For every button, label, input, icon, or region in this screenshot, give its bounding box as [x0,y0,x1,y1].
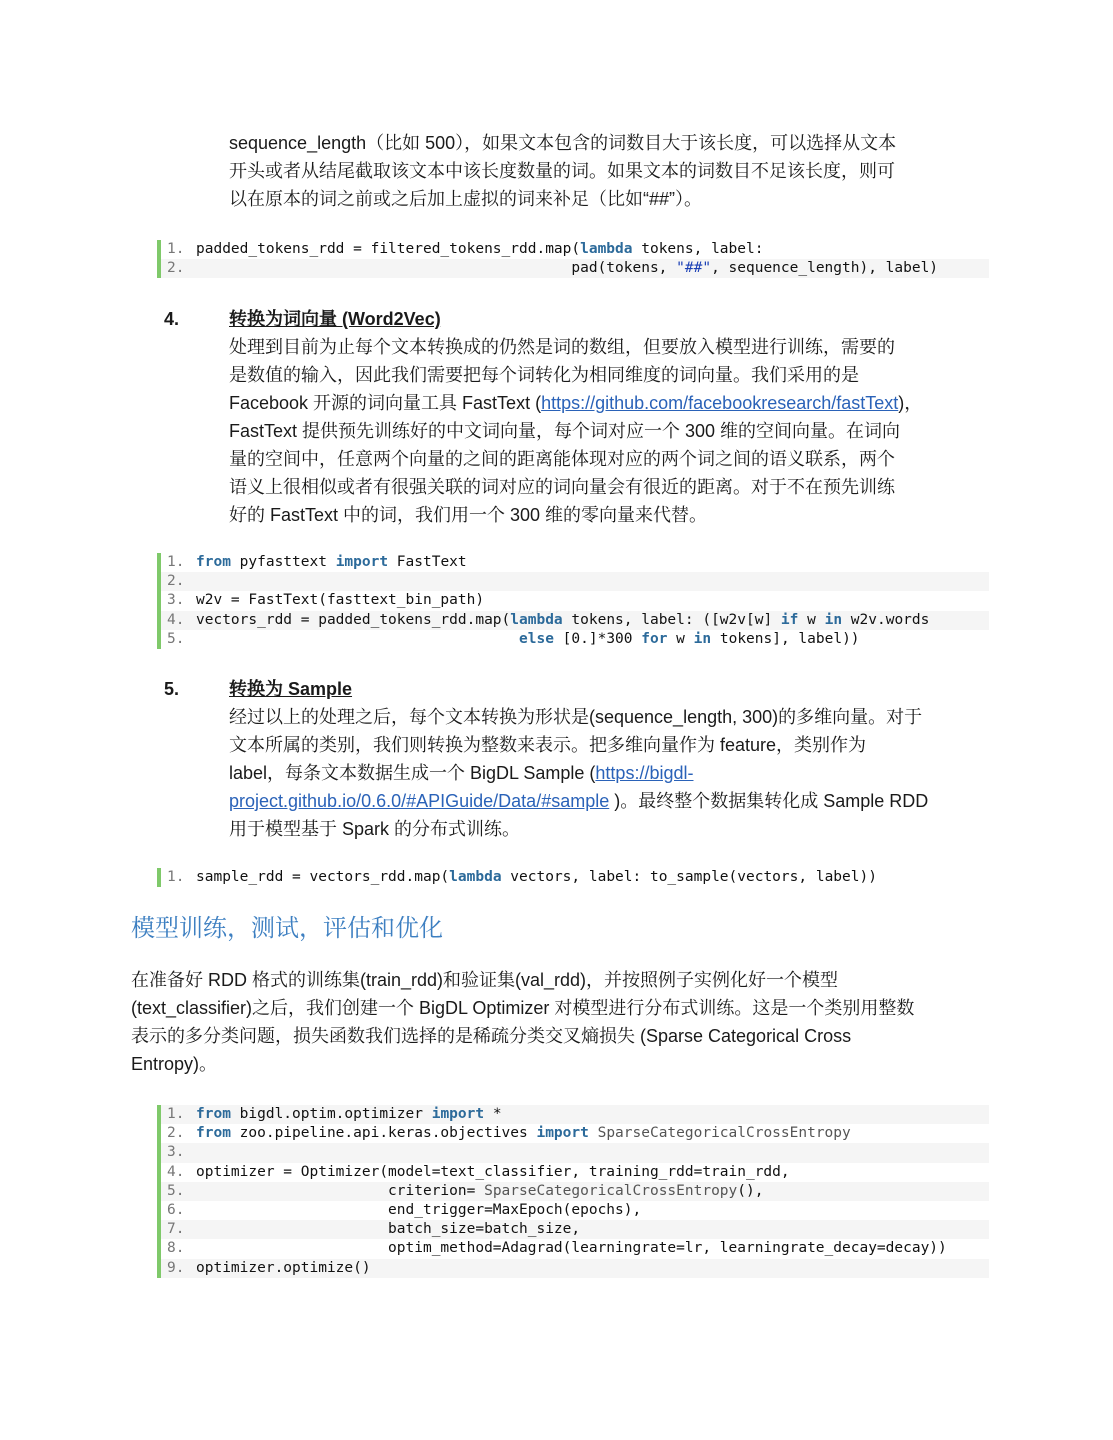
line-number: 1. [167,1106,185,1122]
step-4-line-5: 量的空间中，任意两个向量的之间的距离能体现对应的两个词之间的语义联系，两个 [229,449,895,469]
step-5-line-3: label，每条文本数据生成一个 BigDL Sample (https://bigdl- [229,763,694,783]
line-number: 7. [167,1221,185,1238]
step-5-line-1: 经过以上的处理之后，每个文本转换为形状是(sequence_length, 300)的多维向量。对于 [229,707,923,727]
code-line: 5. else [0.]*300 for w in tokens], label)) [161,630,989,649]
code-block-pad [157,240,989,278]
line-number: 4. [167,611,185,628]
step-4-line-3: Facebook 开源的词向量工具 FastText (https://github.com/facebookresearch/fastText)， [229,393,923,413]
line-number: 8. [167,1240,185,1257]
section-line-2: (text_classifier)之后，我们创建一个 BigDL Optimizer 对模型进行分布式训练。这是一个类别用整数 [131,998,915,1018]
code-line: 6. end_trigger=MaxEpoch(epochs), [161,1201,989,1220]
step-4-line-6: 语义上很相似或者有很强关联的词对应的词向量会有很近的距离。对于不在预先训练 [229,477,895,497]
line-number: 4. [167,1163,185,1180]
line-number: 5. [167,1182,185,1199]
code-line [161,572,989,591]
step-5-title: 转换为 Sample [229,679,353,699]
line-number: 2. [167,1125,185,1142]
step-4-line-2: 是数值的输入，因此我们需要把每个词转化为相同维度的词向量。我们采用的是 [229,365,859,385]
step-4-title: 转换为词向量 (Word2Vec) [229,309,441,329]
code-line: 1. from pyfasttext import FastText [161,553,989,572]
line-number: 3. [167,592,185,609]
code-line: 1. padded_tokens_rdd = filtered_tokens_rdd.map(lambda tokens, label: [161,240,989,259]
code-line: 1. sample_rdd = vectors_rdd.map(lambda vectors, label: to_sample(vectors, label)) [161,868,989,887]
line-number: 6. [167,1201,185,1218]
section-paragraph [131,966,914,1078]
step-5-line-4: project.github.io/0.6.0/#APIGuide/Data/#sample )。最终整个数据集转化成 Sample RDD [229,791,929,811]
line-number: 1. [167,869,185,885]
section-heading: 模型训练，测试，评估和优化 [131,914,443,942]
code-line [161,1143,989,1162]
bigdl-sample-link-part2[interactable]: project.github.io/0.6.0/#APIGuide/Data/#sample [229,791,610,811]
code-line: 2. from zoo.pipeline.api.keras.objectives import SparseCategoricalCrossEntropy [161,1124,989,1143]
line-number: 1. [167,554,185,570]
fasttext-link[interactable]: https://github.com/facebookresearch/fastText [541,393,899,413]
step-5-line-5: 用于模型基于 Spark 的分布式训练。 [229,819,521,839]
bigdl-sample-link-part1[interactable]: https://bigdl- [595,763,694,783]
step-4-line-7: 好的 FastText 中的词，我们用一个 300 维的零向量来代替。 [229,505,708,525]
line-number: 2. [167,260,185,277]
code-line: 8. optim_method=Adagrad(learningrate=lr, learningrate_decay=decay)) [161,1239,989,1258]
code-line: 7. batch_size=batch_size, [161,1220,989,1239]
line-number: 3. [167,1144,185,1161]
code-line: 1. from bigdl.optim.optimizer import * [161,1105,989,1124]
step-5-number: 5. [164,679,180,699]
code-line: 5. criterion= SparseCategoricalCrossEntropy(), [161,1182,989,1201]
line-number: 5. [167,630,185,647]
line-number: 1. [167,241,185,257]
code-block-sample [157,868,989,887]
step-4-section [229,305,922,529]
code-block-optimizer [157,1105,989,1278]
intro-line-3: 以在原本的词之前或之后加上虚拟的词来补足（比如“##”）。 [229,189,703,209]
step-5-section [229,675,928,843]
line-number: 9. [167,1259,185,1276]
code-block-fasttext [157,553,989,649]
step-4-number: 4. [164,309,180,329]
intro-paragraph [229,129,896,213]
step-4-line-1: 处理到目前为止每个文本转换成的仍然是词的数组，但要放入模型进行训练，需要的 [229,337,895,357]
code-line: 9. optimizer.optimize() [161,1259,989,1278]
code-line: 3. w2v = FastText(fasttext_bin_path) [161,591,989,610]
code-line: 4. optimizer = Optimizer(model=text_classifier, training_rdd=train_rdd, [161,1163,989,1182]
intro-line-1: sequence_length（比如 500），如果文本包含的词数目大于该长度，可以选择从文本 [229,133,897,153]
code-line: 4. vectors_rdd = padded_tokens_rdd.map(lambda tokens, label: ([w2v[w] if w in w2v.words [161,611,989,630]
step-5-line-2: 文本所属的类别，我们则转换为整数来表示。把多维向量作为 feature，类别作为 [229,735,867,755]
section-line-4: Entropy)。 [131,1054,218,1074]
code-line: 2. pad(tokens, "##", sequence_length), label) [161,259,989,278]
section-line-1: 在准备好 RDD 格式的训练集(train_rdd)和验证集(val_rdd)，并按照例子实例化好一个模型 [131,970,839,990]
section-line-3: 表示的多分类问题，损失函数我们选择的是稀疏分类交叉熵损失 (Sparse Categorical Cross [131,1026,852,1046]
line-number: 2. [167,573,185,590]
step-4-line-4: FastText 提供预先训练好的中文词向量，每个词对应一个 300 维的空间向量。在词向 [229,421,901,441]
intro-line-2: 开头或者从结尾截取该文本中该长度数量的词。如果文本的词数目不足该长度，则可 [229,161,895,181]
